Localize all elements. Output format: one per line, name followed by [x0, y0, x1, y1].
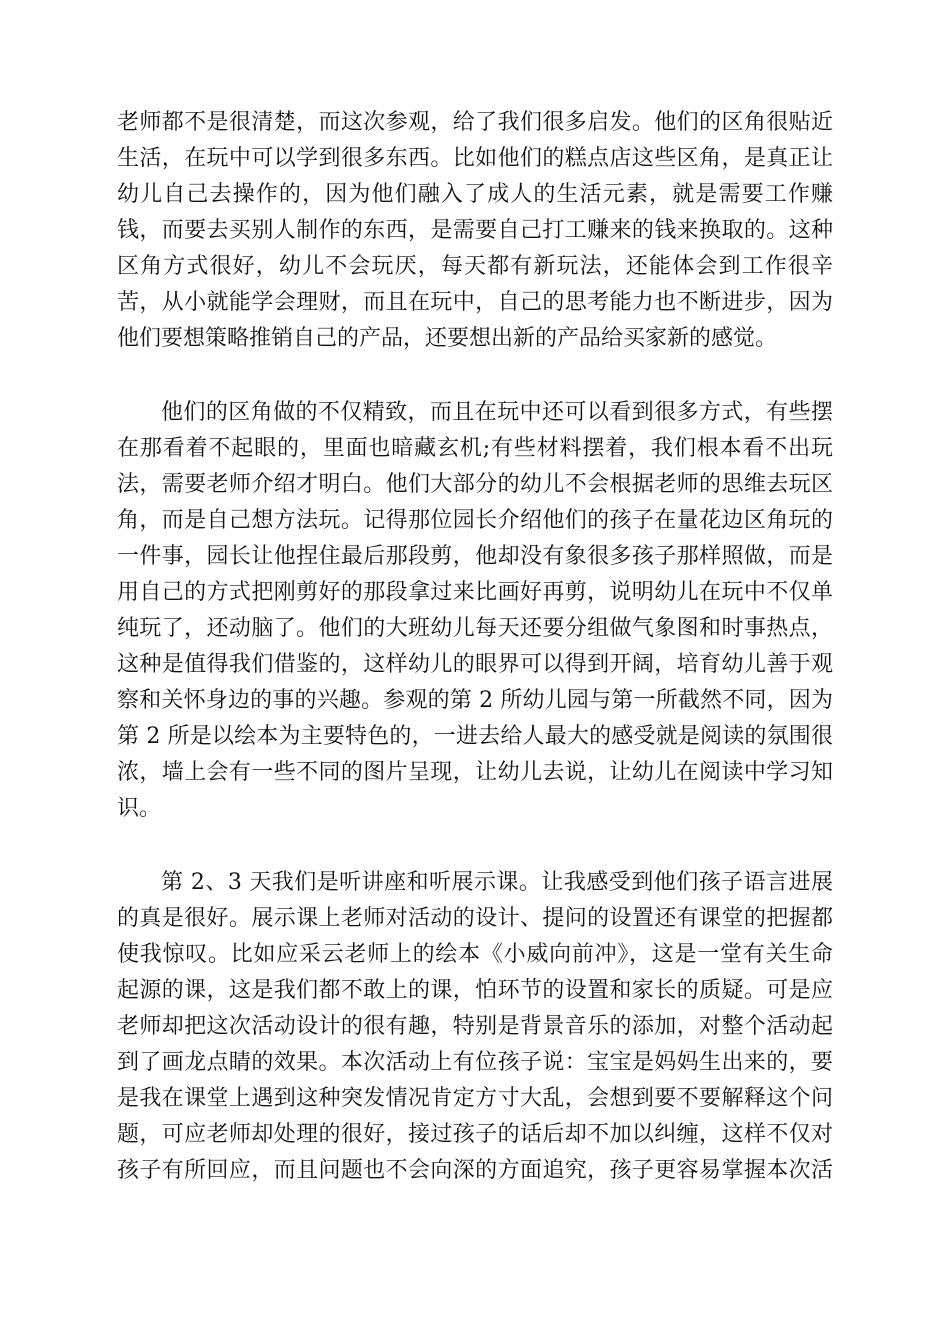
paragraph-line: 一件事，园长让他捏住最后那段剪，他却没有象很多孩子那样照做，而是 — [117, 544, 833, 569]
document-body — [117, 105, 833, 1189]
paragraph-spacer — [117, 357, 833, 395]
paragraph-line: 这种是值得我们借鉴的，这样幼儿的眼界可以得到开阔，培育幼儿善于观 — [117, 652, 833, 677]
paragraph-line: 他们的区角做的不仅精致，而且在玩中还可以看到很多方式，有些摆 — [161, 400, 833, 425]
paragraph-line: 识。 — [117, 796, 162, 821]
paragraph-line: 区角方式很好，幼儿不会玩厌，每天都有新玩法，还能体会到工作很辛 — [117, 254, 833, 279]
paragraph-line: 纯玩了，还动脑了。他们的大班幼儿每天还要分组做气象图和时事热点， — [117, 616, 833, 641]
paragraph-line: 角，而是自己想方法玩。记得那位园长介绍他们的孩子在量花边区角玩的 — [117, 508, 833, 533]
paragraph-line: 察和关怀身边的事的兴趣。参观的第 2 所幼儿园与第一所截然不同，因为 — [117, 688, 833, 713]
paragraph-line: 使我惊叹。比如应采云老师上的绘本《小威向前冲》，这是一堂有关生命 — [117, 942, 833, 967]
paragraph-1 — [117, 105, 833, 357]
paragraph-spacer — [117, 827, 833, 865]
paragraph-line: 苦，从小就能学会理财，而且在玩中，自己的思考能力也不断进步，因为 — [117, 290, 833, 315]
paragraph-line: 第 2、3 天我们是听讲座和听展示课。让我感受到他们孩子语言进展 — [161, 870, 833, 895]
paragraph-line: 在那看着不起眼的，里面也暗藏玄机;有些材料摆着，我们根本看不出玩 — [117, 436, 833, 461]
paragraph-line: 用自己的方式把刚剪好的那段拿过来比画好再剪，说明幼儿在玩中不仅单 — [117, 580, 833, 605]
paragraph-line: 他们要想策略推销自己的产品，还要想出新的产品给买家新的感觉。 — [117, 326, 778, 351]
paragraph-line: 老师都不是很清楚，而这次参观，给了我们很多启发。他们的区角很贴近 — [117, 110, 833, 135]
paragraph-line: 老师却把这次活动设计的很有趣，特别是背景音乐的添加，对整个活动起 — [117, 1014, 833, 1039]
paragraph-line: 幼儿自己去操作的，因为他们融入了成人的生活元素，就是需要工作赚 — [117, 182, 833, 207]
paragraph-line: 钱，而要去买别人制作的东西，是需要自己打工赚来的钱来换取的。这种 — [117, 218, 833, 243]
paragraph-line: 浓，墙上会有一些不同的图片呈现，让幼儿去说，让幼儿在阅读中学习知 — [117, 760, 833, 785]
paragraph-line: 孩子有所回应，而且问题也不会向深的方面追究，孩子更容易掌握本次活 — [117, 1158, 833, 1183]
paragraph-line: 是我在课堂上遇到这种突发情况肯定方寸大乱，会想到要不要解释这个问 — [117, 1086, 833, 1111]
paragraph-line: 生活，在玩中可以学到很多东西。比如他们的糕点店这些区角，是真正让 — [117, 146, 833, 171]
paragraph-line: 到了画龙点睛的效果。本次活动上有位孩子说：宝宝是妈妈生出来的，要 — [117, 1050, 833, 1075]
paragraph-line: 的真是很好。展示课上老师对活动的设计、提问的设置还有课堂的把握都 — [117, 906, 833, 931]
paragraph-line: 题，可应老师却处理的很好，接过孩子的话后却不加以纠缠，这样不仅对 — [117, 1122, 833, 1147]
paragraph-line: 第 2 所是以绘本为主要特色的，一进去给人最大的感受就是阅读的氛围很 — [117, 724, 833, 749]
paragraph-line: 法，需要老师介绍才明白。他们大部分的幼儿不会根据老师的思维去玩区 — [117, 472, 833, 497]
paragraph-2 — [117, 395, 833, 827]
paragraph-line: 起源的课，这是我们都不敢上的课，怕环节的设置和家长的质疑。可是应 — [117, 978, 833, 1003]
paragraph-3 — [117, 865, 833, 1189]
